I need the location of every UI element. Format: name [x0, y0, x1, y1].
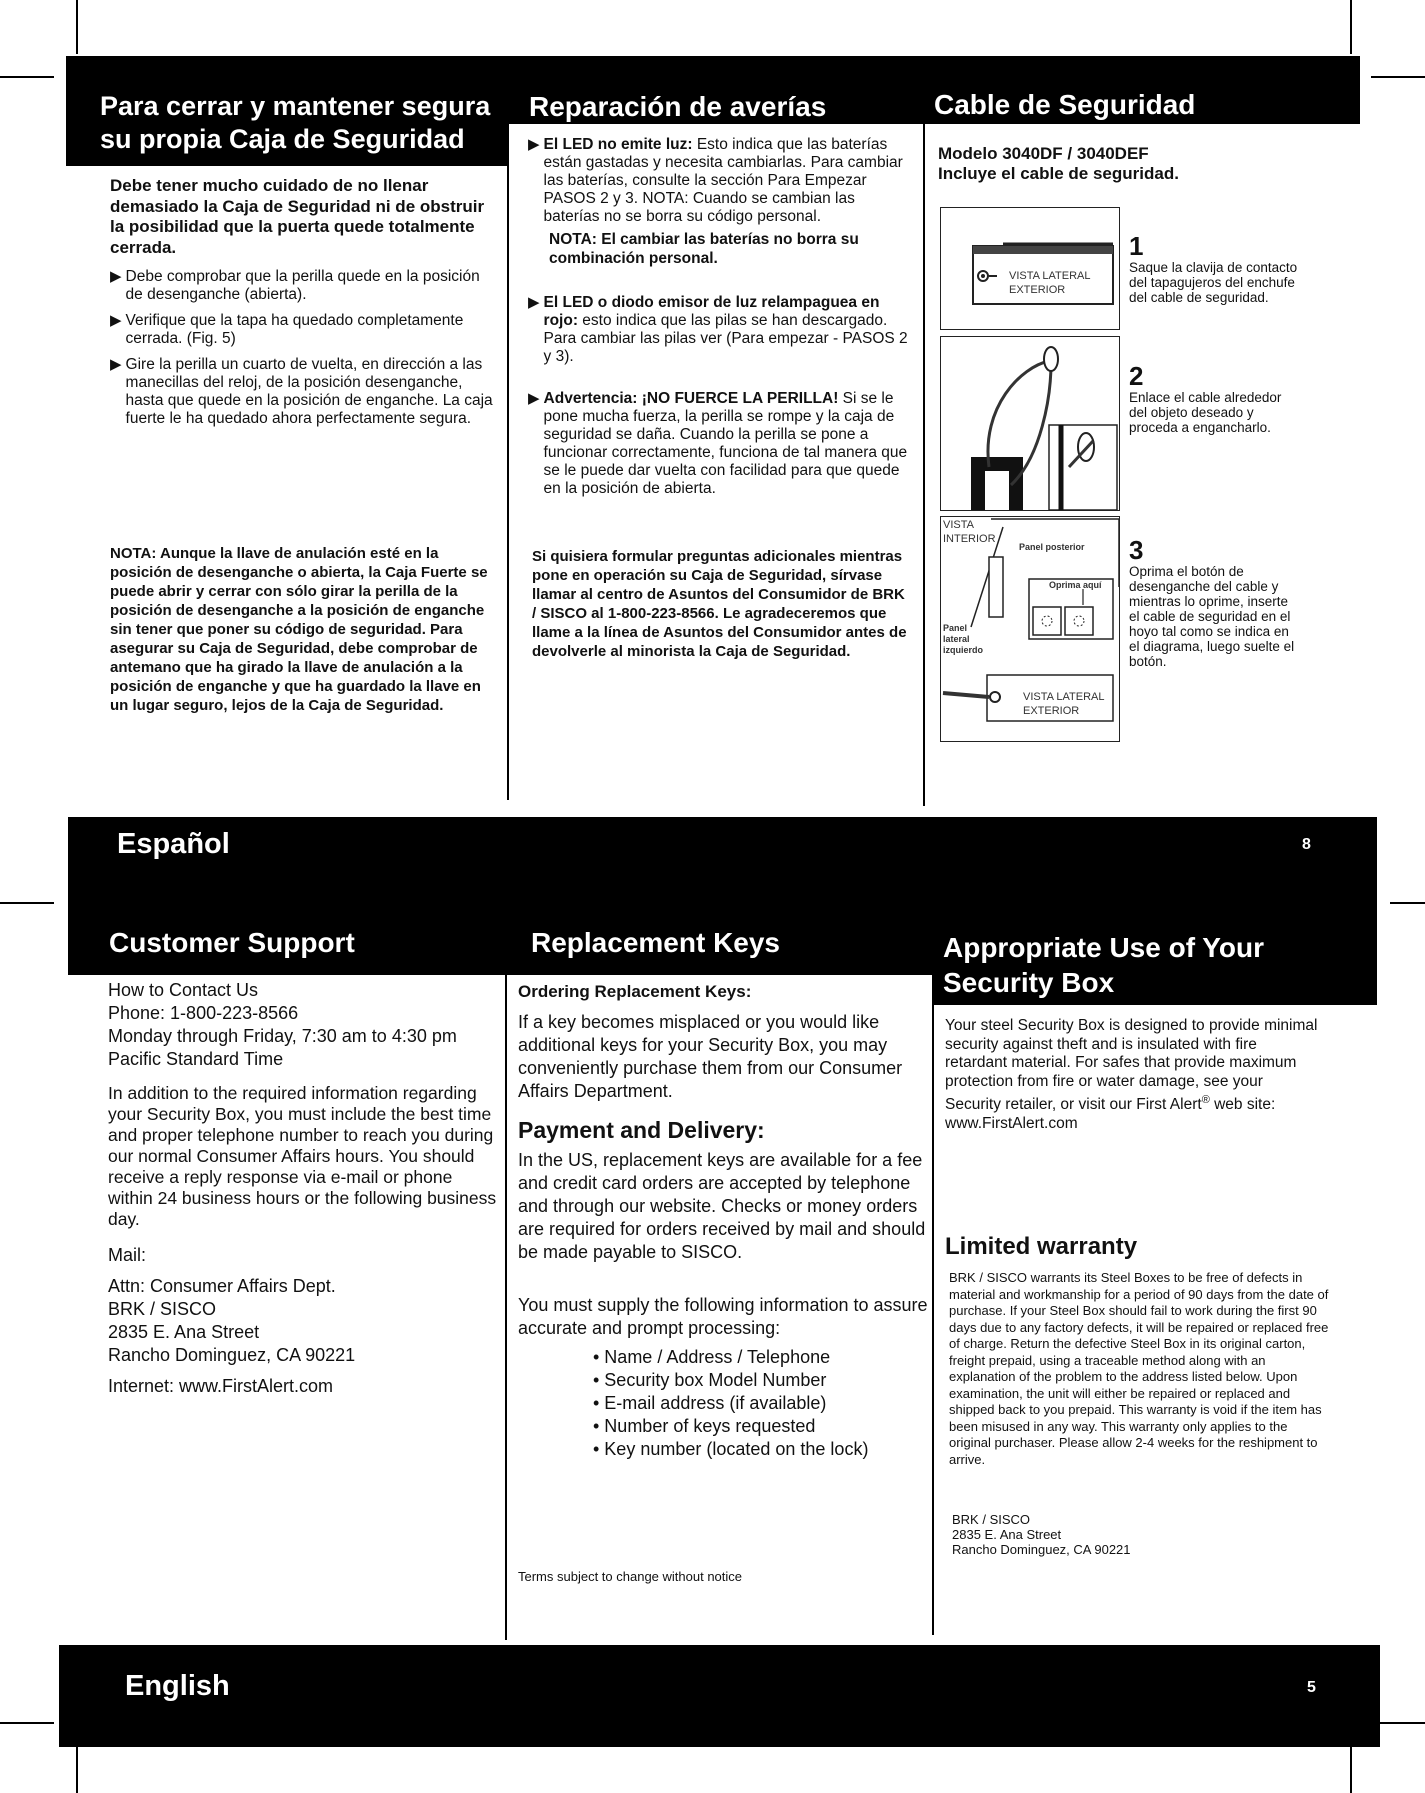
crop-mark: [0, 902, 54, 904]
cable-step: [1129, 362, 1299, 435]
column-divider: [932, 975, 934, 1635]
close-note: NOTA: Aunque la llave de anulación esté en la posición de desenganche o abierta, la Caja Fuerte se puede abrir y cerrar con sólo girar la perilla de la posición de desenganche a la posición de enganche sin tener que poner su código de seguridad. Para asegurar su Caja de Seguridad, debe comprobar de antemano que ha girado la llave de anulación a la posición de enganche y que ha guardado la llave en un lugar seguro, lejos de la Caja de Seguridad.: [110, 545, 488, 714]
payment-title: Payment and Delivery:: [518, 1117, 765, 1143]
repair-item: ▶ El LED no emite luz: Esto indica que las baterías están gastadas y necesita cambiarlas. Para cambiar las baterías, consulte la sección Para Empezar PASOS 2 y 3. NOTA: Cuando se cambian las baterías no se borra su código personal.: [528, 136, 903, 225]
figure-label: VISTA LATERAL: [1023, 691, 1105, 703]
registered-mark: ®: [1201, 1094, 1210, 1106]
column-divider: [923, 124, 925, 806]
address-line: BRK / SISCO: [952, 1512, 1031, 1527]
ordering-title: Ordering Replacement Keys:: [518, 982, 752, 1001]
figure-label: Panel posterior: [1019, 542, 1085, 552]
ordering-text: If a key becomes misplaced or you would like additional keys for your Security Box, you may conveniently purchase them from our Consumer Affairs Department.: [518, 1012, 903, 1101]
repair-section: [528, 136, 912, 506]
warranty-address: [952, 1512, 1131, 1557]
close-section-header: Para cerrar y mantener segura su propia Caja de Seguridad: [100, 91, 491, 154]
payment-text: In the US, replacement keys are available for a fee and credit card orders are accepted by telephone and through our website. Checks or money orders are required for orders received by mail and should be made payable to SISCO.: [518, 1150, 926, 1262]
cable-model: Modelo 3040DF / 3040DEF: [938, 144, 1149, 163]
repair-item: ▶ Advertencia: ¡NO FUERCE LA PERILLA! Si se le pone mucha fuerza, la perilla se rompe y la caja de seguridad se daña. Cuando la perilla se pone a funcionar correctamente, funciona de tal manera que se le puede dar vuelta con facilidad para que quede en la posición de abierta.: [528, 390, 908, 497]
crop-mark: [0, 1722, 54, 1724]
spanish-page-number: 8: [1302, 836, 1311, 853]
address-line: 2835 E. Ana Street: [952, 1527, 1062, 1542]
crop-mark: [1380, 1722, 1425, 1724]
figure-label: Oprima aquí: [1049, 580, 1102, 590]
figure-wrap-cable: [940, 336, 1120, 511]
supply-list: [518, 1346, 928, 1461]
warranty-header: Limited warranty: [945, 1233, 1138, 1260]
figure-label: INTERIOR: [943, 533, 996, 545]
use-text: Your steel Security Box is designed to provide minimal security against theft and is insulated with fire retardant material. For safes that provide maximum protection from fire or water damage, see your Security retailer, or visit our First Alert: [945, 1017, 1318, 1114]
english-footer-label: English: [125, 1670, 230, 1702]
figure-label: EXTERIOR: [1009, 284, 1066, 296]
use-site: web site: www.FirstAlert.com: [945, 1096, 1276, 1132]
figure-label: EXTERIOR: [1023, 705, 1080, 717]
triangle-bullet-icon: ▶: [110, 312, 122, 329]
repair-contact: Si quisiera formular preguntas adicionales mientras pone en operación su Caja de Seguridad, sírvase llamar al centro de Asuntos del Consumidor de BRK / SISCO al 1-800-223-8566. Le agradeceremos que llame a la línea de Asuntos del Consumidor antes de devolverle al minorista la Caja de Seguridad.: [532, 548, 907, 660]
step-number: 2: [1129, 361, 1144, 391]
crop-mark: [1350, 0, 1352, 54]
repair-note: NOTA: El cambiar las baterías no borra su combinación personal.: [549, 231, 859, 267]
english-footer-bar: [59, 1645, 1380, 1747]
repair-section-header: Reparación de averías: [529, 91, 827, 122]
supply-text: You must supply the following information to assure accurate and prompt processing:: [518, 1295, 928, 1338]
crop-mark: [76, 1745, 78, 1793]
contact-line: Monday through Friday, 7:30 am to 4:30 pm: [108, 1026, 457, 1046]
triangle-bullet-icon: ▶: [528, 294, 540, 311]
mail-line: 2835 E. Ana Street: [108, 1322, 260, 1342]
safe-side-view-icon: [941, 208, 1119, 329]
contact-line: Phone: 1-800-223-8566: [108, 1003, 299, 1023]
spanish-footer-bar: [68, 817, 1377, 935]
figure-insert-cable: [940, 516, 1120, 742]
close-bullet: ▶ Verifique que la tapa ha quedado completamente cerrada. (Fig. 5): [110, 312, 464, 347]
use-section-header: Appropriate Use of Your Security Box: [943, 932, 1265, 998]
step-text: Enlace el cable alrededor del objeto deseado y proceda a engancharlo.: [1129, 390, 1282, 435]
list-item: • Number of keys requested: [593, 1416, 816, 1436]
cable-step: [1129, 536, 1299, 669]
triangle-bullet-icon: ▶: [528, 136, 540, 153]
triangle-bullet-icon: ▶: [110, 268, 122, 285]
figure-label: VISTA: [943, 519, 974, 531]
support-section: [108, 979, 500, 1398]
figure-label: VISTA LATERAL: [1009, 270, 1091, 282]
list-item: • Key number (located on the lock): [593, 1439, 869, 1459]
support-text: In addition to the required information regarding your Security Box, you must include the best time and proper telephone number to reach you during our normal Consumer Affairs hours. You should receive a reply response via e-mail or phone within 24 business hours or the following business day.: [108, 1083, 497, 1229]
warranty-text: BRK / SISCO warrants its Steel Boxes to be free of defects in material and workmanship for a period of 90 days from the date of purchase. If your Steel Box should fail to work during the first 90 days due to any factory defects, it will be repaired or replaced free of charge. Return the defective Steel Box in its original carton, freight prepaid, using a traceable method along with an explanation of the problem to the address listed below. Upon examination, the unit will either be repaired or replaced and shipped back to you prepaid. This warranty is void if the item has been misused in any way. This warranty only applies to the original purchaser. Please allow 2-4 weeks for the reshipment to arrive.: [949, 1270, 1329, 1467]
close-section: [110, 176, 494, 436]
terms-note: Terms subject to change without notice: [518, 1569, 743, 1584]
internet-link: Internet: www.FirstAlert.com: [108, 1376, 334, 1396]
mail-line: Attn: Consumer Affairs Dept.: [108, 1276, 336, 1296]
crop-mark: [1390, 902, 1425, 904]
keys-section: [518, 981, 928, 1461]
contact-line: Pacific Standard Time: [108, 1049, 284, 1069]
repair-item: ▶ El LED o diodo emisor de luz relampaguea en rojo: esto indica que las pilas se han descargado. Para cambiar las pilas ver (Para empezar - PASOS 2 y 3).: [528, 294, 908, 365]
crop-mark: [1371, 76, 1425, 78]
mail-label: Mail:: [108, 1245, 147, 1265]
figure-label: lateral: [943, 634, 970, 644]
contact-line: How to Contact Us: [108, 980, 259, 1000]
figure-label: izquierdo: [943, 645, 983, 655]
cable-step: [1129, 232, 1299, 305]
step-text: Saque la clavija de contacto del tapagujeros del enchufe del cable de seguridad.: [1129, 260, 1298, 305]
cable-section-header: Cable de Seguridad: [934, 89, 1196, 120]
close-bullet: ▶ Debe comprobar que la perilla quede en la posición de desenganche (abierta).: [110, 268, 480, 303]
cable-includes: Incluye el cable de seguridad.: [938, 164, 1179, 183]
triangle-bullet-icon: ▶: [528, 390, 540, 407]
figure-remove-plug: [940, 207, 1120, 330]
column-divider: [507, 124, 509, 800]
english-page-number: 5: [1307, 1679, 1316, 1696]
use-text-block: [945, 1017, 1320, 1133]
step-text: Oprima el botón de desenganche del cable y mientras lo oprime, inserte el cable de seguridad en el hoyo tal como se indica en el diagrama, luego suelte el botón.: [1129, 564, 1295, 669]
cable-loop-icon: [941, 337, 1119, 510]
column-divider: [505, 975, 507, 1640]
crop-mark: [76, 0, 78, 54]
support-section-header: Customer Support: [109, 927, 355, 958]
figure-label: Panel: [943, 623, 968, 633]
keys-section-header: Replacement Keys: [531, 927, 781, 958]
crop-mark: [1350, 1745, 1352, 1793]
step-number: 1: [1129, 231, 1144, 261]
list-item: • E-mail address (if available): [593, 1393, 827, 1413]
close-bullet: ▶ Gire la perilla un cuarto de vuelta, en dirección a las manecillas del reloj, de la posición desenganche, hasta que quede en la posición de enganche. La caja fuerte le ha quedado ahora perfectamente segura.: [110, 356, 493, 427]
address-line: Rancho Dominguez, CA 90221: [952, 1542, 1131, 1557]
step-number: 3: [1129, 535, 1144, 565]
close-intro: Debe tener mucho cuidado de no llenar demasiado la Caja de Seguridad ni de obstruir la posibilidad que la puerta quede totalmente cerrada.: [110, 176, 485, 257]
mail-line: BRK / SISCO: [108, 1299, 217, 1319]
mail-line: Rancho Dominguez, CA 90221: [108, 1345, 356, 1365]
crop-mark: [0, 76, 54, 78]
triangle-bullet-icon: ▶: [110, 356, 122, 373]
list-item: • Name / Address / Telephone: [593, 1347, 831, 1367]
list-item: • Security box Model Number: [593, 1370, 827, 1390]
spanish-footer-label: Español: [117, 828, 230, 860]
